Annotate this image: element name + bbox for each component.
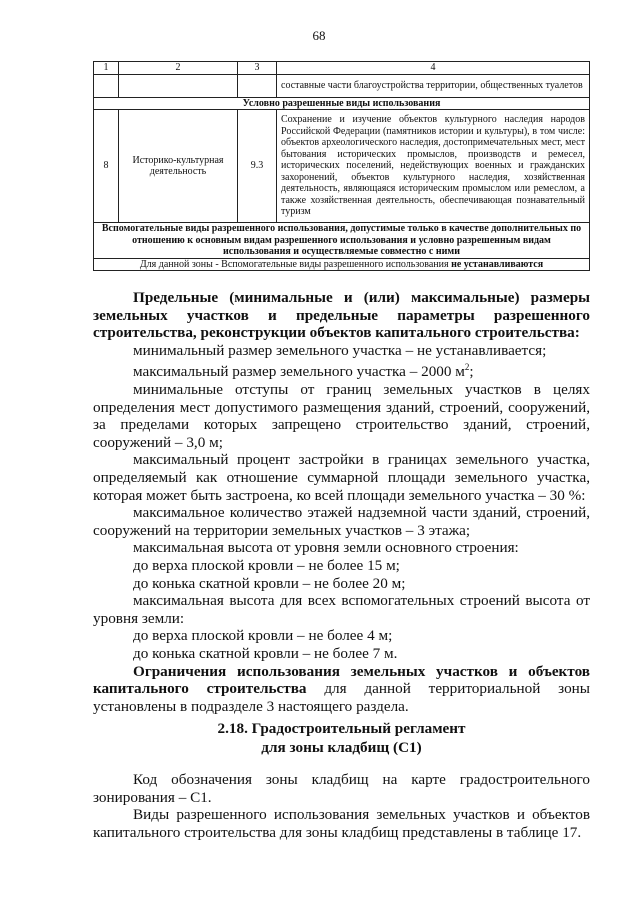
setbacks: минимальные отступы от границ земельных участков в целях определения мест допустимого размещения зданий, строений, сооружений, за пределами которых запрещено строительство зданий, строений, сооружений – 3,0 м; (93, 381, 590, 451)
height-aux: максимальная высота для всех вспомогательных строений высота от уровня земли: (93, 592, 590, 627)
col-header: 1 (94, 62, 119, 75)
flat-roof-main: до верха плоской кровли – не более 15 м; (133, 556, 400, 574)
table-row (94, 74, 590, 97)
use-name: Историко-культурная деятельность (119, 110, 238, 223)
table-row (94, 110, 590, 223)
limits-block (93, 289, 590, 715)
section-body (93, 771, 590, 841)
use-description: Сохранение и изучение объектов культурного наследия народов Российской Федерации (памятников истории и культуры), в том числе: объектов археологического наследия, достопримечательных мест, мест бытования исторических промыслов, производств и ремесел, исторических поселений, недействующих военных и гражданских захоронений, объектов культурного наследия, хозяйственная деятельность, являющаяся историческим промыслом или ремеслом, а также хозяйственная деятельность, обеспечивающая познавательный туризм (277, 110, 590, 223)
use-code: 9.3 (238, 110, 277, 223)
restrictions: Ограничения использования земельных участков и объектов капитального строительства для данной территориальной зоны установлены в подразделе 3 настоящего раздела. (93, 662, 590, 715)
flat-roof-aux: до верха плоской кровли – не более 4 м; (133, 627, 393, 645)
table-header-row (94, 62, 590, 75)
col-header: 3 (238, 62, 277, 75)
section-title-line1: 2.18. Градостроительный регламент (217, 720, 466, 737)
row-number: 8 (94, 110, 119, 223)
auxiliary-uses-title: Вспомогательные виды разрешенного использования, допустимые только в качестве дополнительных по отношению к основным видам разрешенного использования и условно разрешенным видам использования и осуществляемые совместно с ними (94, 223, 590, 259)
permitted-uses-paragraph: Виды разрешенного использования земельных участков и объектов капитального строительства для зоны кладбищ представлены в таблице 17. (93, 806, 590, 841)
section-row (94, 223, 590, 259)
land-use-table (93, 61, 590, 271)
col-header: 2 (119, 62, 238, 75)
pitched-roof-aux: до конька скатной кровли – не более 7 м. (133, 644, 398, 662)
floors: максимальное количество этажей надземной части зданий, строений, сооружений на территории земельных участков – 3 этажа; (93, 504, 590, 539)
page-number: 68 (312, 28, 326, 43)
coverage: максимальный процент застройки в границах земельного участка, определяемый как отношение суммарной площади земельного участка, которая может быть застроена, ко всей площади земельного участка – 30 %: (93, 451, 590, 504)
section-title (93, 719, 590, 757)
section-title-line2: для зоны кладбищ (С1) (261, 739, 422, 756)
continued-text: составные части благоустройства территории, общественных туалетов (277, 74, 590, 97)
table-footer-row (94, 258, 590, 271)
col-header: 4 (277, 62, 590, 75)
auxiliary-note-text: Для данной зоны - Вспомогательные виды разрешенного использования (139, 258, 452, 270)
limits-heading: Предельные (минимальные и (или) максимальные) размеры земельных участков и предельные параметры разрешенного строительства, реконструкции объектов капитального строительства: (93, 289, 590, 342)
max-size: максимальный размер земельного участка – 2000 $м^2$; (133, 362, 474, 381)
section-row (94, 97, 590, 110)
conditional-uses-title: Условно разрешенные виды использования (94, 97, 590, 110)
zone-code-paragraph: Код обозначения зоны кладбищ на карте градостроительного зонирования – С1. (93, 771, 590, 806)
auxiliary-note-bold: не устанавливаются (451, 258, 544, 270)
auxiliary-note (94, 258, 590, 271)
height-main: максимальная высота от уровня земли основного строения: (133, 539, 519, 557)
min-size: минимальный размер земельного участка – не устанавливается; (133, 341, 547, 359)
pitched-roof-main: до конька скатной кровли – не более 20 м; (133, 574, 406, 592)
